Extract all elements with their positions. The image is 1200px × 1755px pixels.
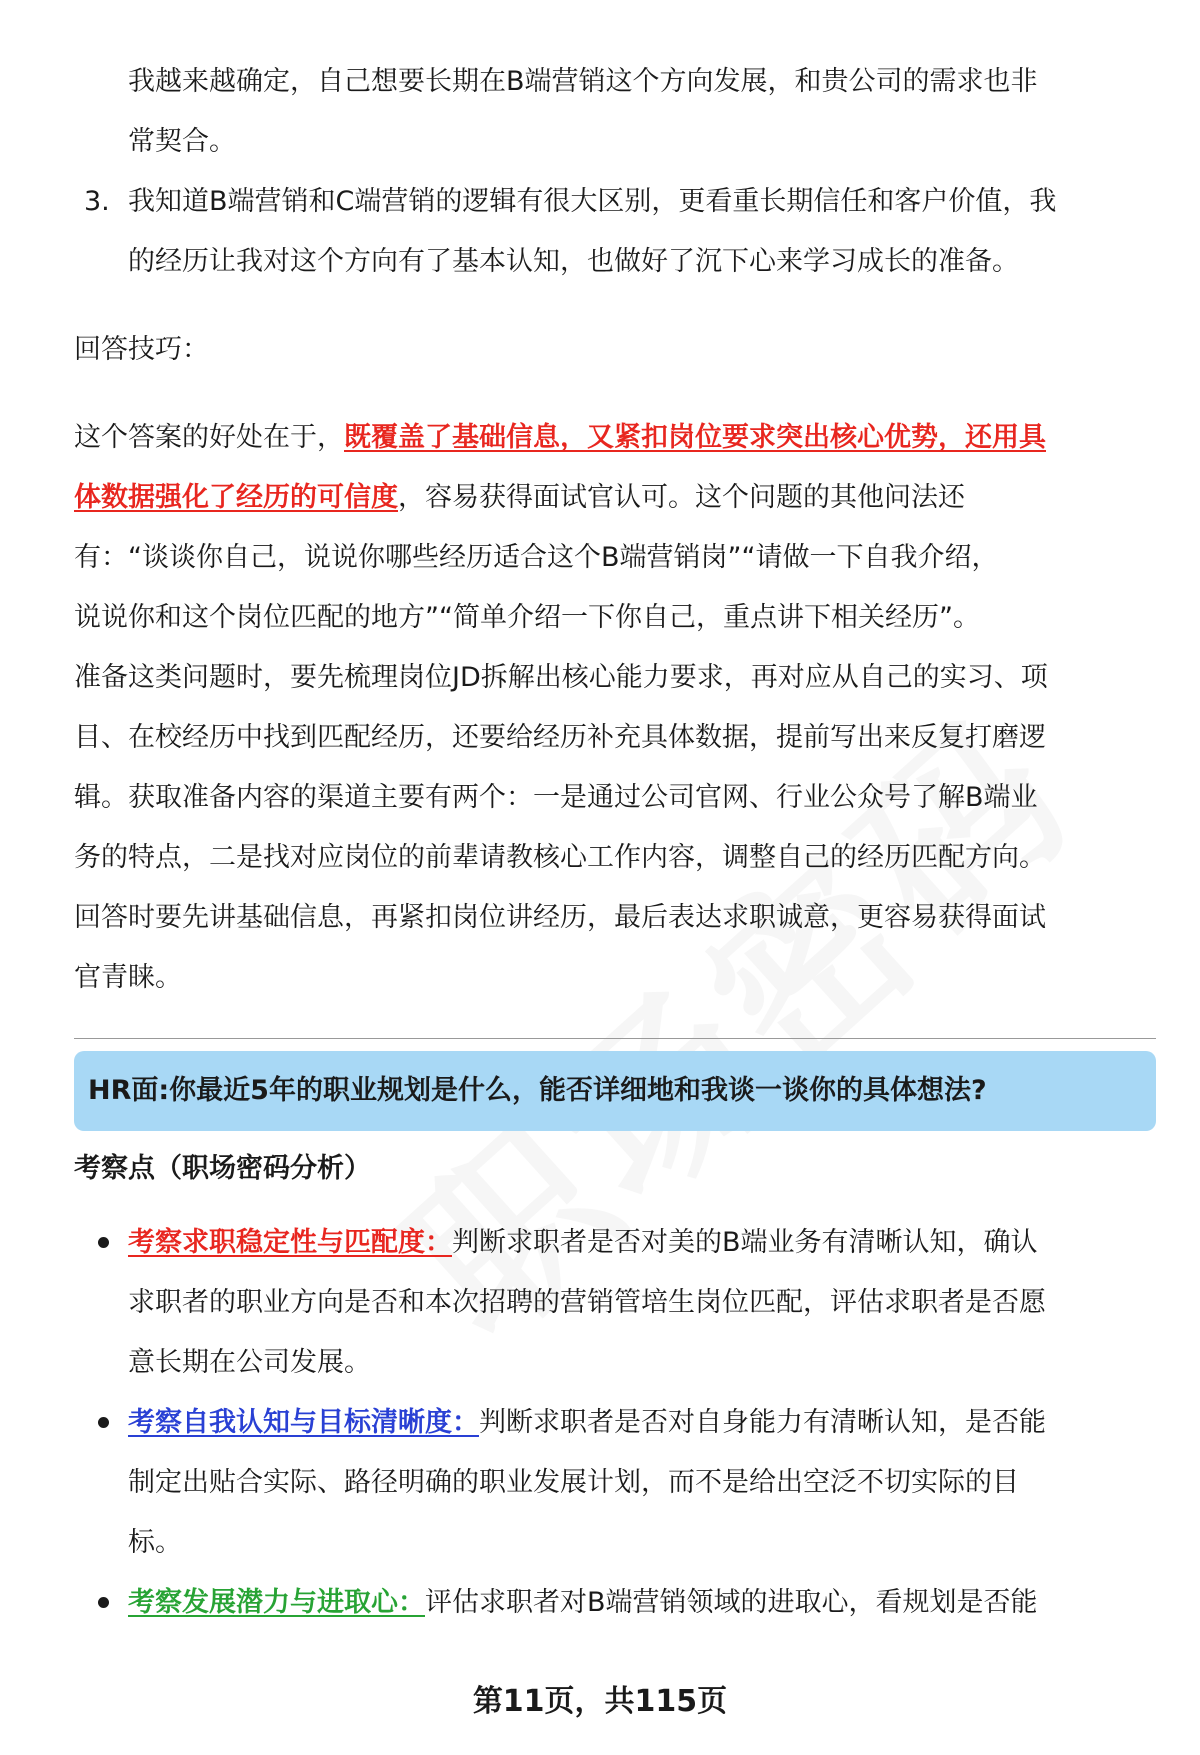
analysis-bullet (74, 1213, 1154, 1393)
bullet-label: 考察求职稳定性与匹配度： (128, 1227, 452, 1258)
bullet-text: 判断求职者是否对自身能力有清晰认知，是否能 (479, 1407, 1046, 1438)
tips-suffix: ，容易获得面试官认可。这个问题的其他问法还 (398, 482, 965, 513)
numbered-item-3 (74, 172, 1154, 292)
bullet-dot-icon (98, 1417, 109, 1428)
tips-paragraph (74, 408, 1154, 1008)
paragraph-line (74, 408, 1154, 468)
tips-prefix: 这个答案的好处在于， (74, 422, 344, 453)
paragraph-line: 标。 (128, 1527, 182, 1558)
paragraph-line: 的经历让我对这个方向有了基本认知，也做好了沉下心来学习成长的准备。 (128, 246, 1019, 277)
tips-heading: 回答技巧： (74, 334, 209, 365)
page-footer (0, 1676, 1200, 1720)
item-number: 3. (84, 186, 110, 217)
paragraph-line: 官青睐。 (74, 962, 182, 993)
paragraph-line (74, 468, 1154, 528)
bullet-text: 判断求职者是否对美的B端业务有清晰认知，确认 (452, 1227, 1038, 1258)
paragraph-line (128, 1573, 1154, 1633)
bullet-dot-icon (98, 1237, 109, 1248)
bullet-dot-icon (98, 1597, 109, 1608)
paragraph-line: 回答时要先讲基础信息，再紧扣岗位讲经历，最后表达求职诚意，更容易获得面试 (74, 902, 1046, 933)
bullet-label: 考察发展潜力与进取心： (128, 1587, 425, 1618)
paragraph-line: 说说你和这个岗位匹配的地方”“简单介绍一下你自己，重点讲下相关经历”。 (74, 602, 980, 633)
paragraph-line: 我越来越确定，自己想要长期在B端营销这个方向发展，和贵公司的需求也非 (128, 66, 1038, 97)
paragraph-line: 我知道B端营销和C端营销的逻辑有很大区别，更看重长期信任和客户价值，我 (128, 186, 1057, 217)
analysis-bullet (74, 1573, 1154, 1633)
highlight-text: 体数据强化了经历的可信度 (74, 482, 398, 513)
paragraph-line: 准备这类问题时，要先梳理岗位JD拆解出核心能力要求，再对应从自己的实习、项 (74, 662, 1048, 693)
paragraph-line: 目、在校经历中找到匹配经历，还要给经历补充具体数据，提前写出来反复打磨逻 (74, 722, 1046, 753)
bullet-text: 评估求职者对B端营销领域的进取心，看规划是否能 (425, 1587, 1038, 1618)
question-title: HR面:你最近5年的职业规划是什么，能否详细地和我谈一谈你的具体想法? (88, 1075, 987, 1106)
section-divider (74, 1038, 1156, 1039)
paragraph-line: 制定出贴合实际、路径明确的职业发展计划，而不是给出空泛不切实际的目 (128, 1467, 1019, 1498)
paragraph-line: 常契合。 (128, 126, 236, 157)
paragraph-line: 有：“谈谈你自己，说说你哪些经历适合这个B端营销岗”“请做一下自我介绍， (74, 542, 999, 573)
analysis-heading: 考察点（职场密码分析） (74, 1153, 371, 1184)
analysis-bullet (74, 1393, 1154, 1573)
paragraph-line (128, 1393, 1154, 1453)
document-page (74, 52, 1154, 1633)
item-2-continuation (74, 52, 1154, 172)
paragraph-line (128, 1213, 1154, 1273)
page-number: 第11页，共115页 (472, 1684, 728, 1719)
highlight-text: 既覆盖了基础信息，又紧扣岗位要求突出核心优势，还用具 (344, 422, 1046, 453)
question-banner (74, 1051, 1156, 1131)
paragraph-line: 求职者的职业方向是否和本次招聘的营销管培生岗位匹配，评估求职者是否愿 (128, 1287, 1046, 1318)
bullet-label: 考察自我认知与目标清晰度： (128, 1407, 479, 1438)
paragraph-line: 务的特点，二是找对应岗位的前辈请教核心工作内容，调整自己的经历匹配方向。 (74, 842, 1046, 873)
paragraph-line: 意长期在公司发展。 (128, 1347, 371, 1378)
paragraph-line: 辑。获取准备内容的渠道主要有两个：一是通过公司官网、行业公众号了解B端业 (74, 782, 1038, 813)
